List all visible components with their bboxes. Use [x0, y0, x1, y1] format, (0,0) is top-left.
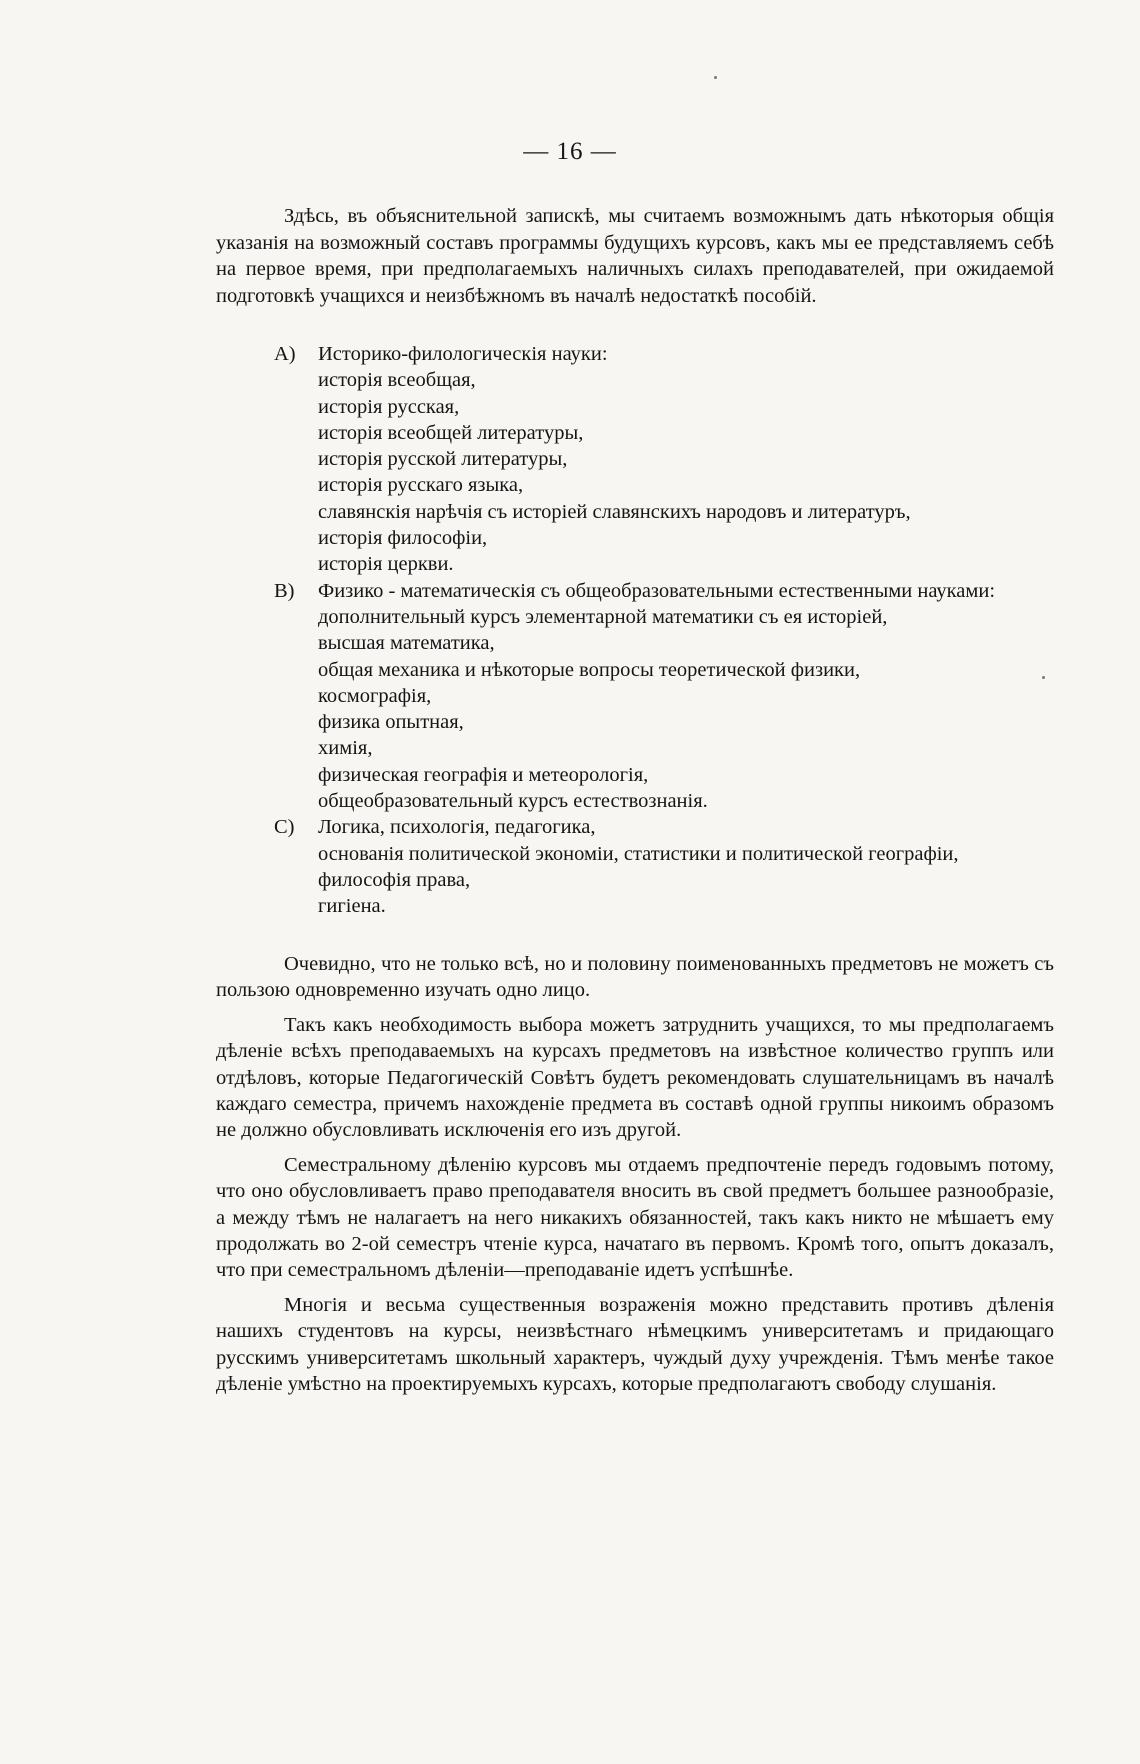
section-letter: B) [274, 579, 295, 602]
list-item: общая механика и нѣкоторые вопросы теоретической физики, [318, 658, 861, 681]
section-b [216, 578, 1054, 815]
section-c [216, 814, 1054, 919]
list-item: исторія русская, [318, 395, 460, 418]
paragraph: Очевидно, что не только всѣ, но и половину поименованныхъ предметовъ не можетъ съ пользою одновременно изучать одно лицо. [216, 953, 1054, 1002]
section-a [216, 341, 1054, 578]
section-heading: Логика, психологія, педагогика, [318, 816, 596, 839]
section-letter: C) [274, 816, 295, 839]
paragraph: Семестральному дѣленію курсовъ мы отдаемъ предпочтеніе передъ годовымъ потому, что оно обусловливаетъ право преподавателя вносить въ свой предметъ большее разнообразіе, а между тѣмъ не налагаетъ на него никакихъ обязанностей, такъ какъ никто не мѣшаетъ ему продолжать во 2-ой семестръ чтеніе курса, начатаго въ первомъ. Кромѣ того, опытъ доказалъ, что при семестральномъ дѣленіи—преподаваніе идетъ успѣшнѣе. [216, 1153, 1054, 1282]
list-item: исторія русскаго языка, [318, 474, 524, 497]
list-item: славянскія нарѣчія съ исторіей славянскихъ народовъ и литературъ, [318, 500, 911, 523]
list-item: исторія всеобщая, [318, 369, 476, 392]
list-item: исторія философіи, [318, 527, 488, 550]
list-item: гигіена. [318, 895, 386, 918]
list-item: физическая географія и метеорологія, [318, 763, 649, 786]
intro-paragraph [216, 203, 1054, 309]
section-heading: Историко-филологическія науки: [318, 343, 608, 365]
intro-text: Здѣсь, въ объяснительной запискѣ, мы считаемъ возможнымъ дать нѣкоторыя общія указанія на возможный составъ программы будущихъ курсовъ, какъ мы ее представляемъ себѣ на первое время, при предполагаемыхъ наличныхъ силахъ преподавателей, при ожидаемой подготовкѣ учащихся и неизбѣжномъ въ началѣ недостаткѣ пособій. [216, 205, 1054, 307]
list-item: высшая математика, [318, 632, 495, 655]
list-item: космографія, [318, 684, 432, 707]
paragraph: Многія и весьма существенныя возраженія можно представить противъ дѣленія нашихъ студентовъ на курсы, неизвѣстнаго нѣмецкимъ университетамъ и придающаго русскимъ университетамъ школьный характеръ, чуждый духу учрежденія. Тѣмъ менѣе такое дѣленіе умѣстно на проектируемыхъ курсахъ, которые предполагаютъ свободу слушанія. [216, 1293, 1054, 1396]
list-item: основанія политической экономіи, статистики и политической географіи, [318, 842, 959, 865]
body-paragraphs [216, 951, 1054, 1406]
list-item: физика опытная, [318, 711, 464, 734]
list-item: исторія русской литературы, [318, 448, 568, 471]
list-item: общеобразовательный курсъ естествознанія. [318, 790, 708, 813]
list-item: дополнительный курсъ элементарной математики съ ея исторіей, [318, 605, 888, 628]
page-number: — 16 — [523, 138, 617, 165]
speck-mark [714, 76, 717, 79]
list-item: исторія церкви. [318, 553, 454, 576]
section-heading: Физико - математическія съ общеобразовательными естественными науками: [318, 579, 996, 602]
subject-outline [216, 341, 1054, 920]
list-item: исторія всеобщей литературы, [318, 421, 584, 444]
list-item: философія права, [318, 868, 471, 891]
list-item: химія, [318, 737, 373, 760]
paragraph: Такъ какъ необходимость выбора можетъ затруднить учащихся, то мы предполагаемъ дѣленіе всѣхъ преподаваемыхъ на курсахъ предметовъ на извѣстное количество группъ или отдѣловъ, которые Педагогическій Совѣтъ будетъ рекомендовать слушательницамъ въ началѣ каждаго семестра, причемъ нахожденіе предмета въ составѣ одной группы никоимъ образомъ не должно обусловливать исключенія его изъ другой. [216, 1013, 1054, 1142]
section-letter: A) [274, 343, 296, 365]
